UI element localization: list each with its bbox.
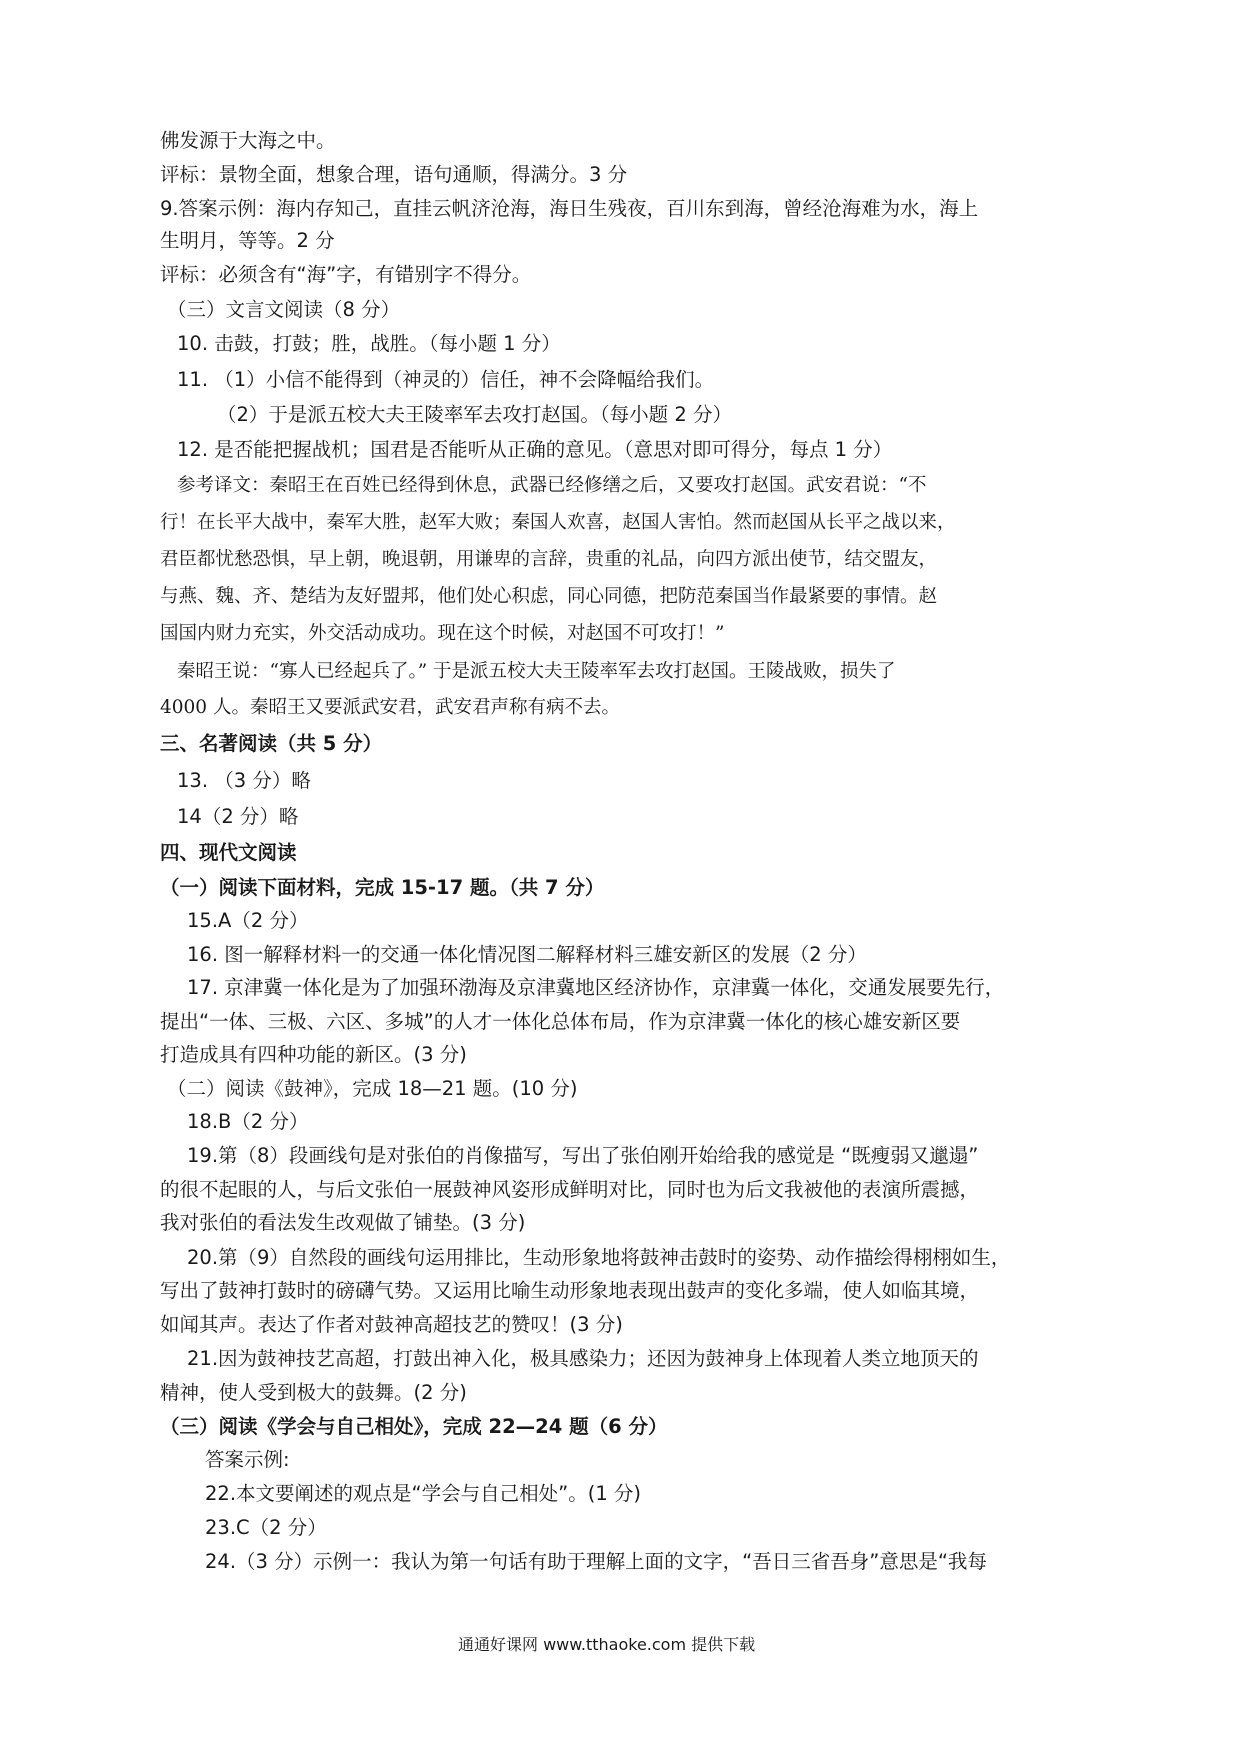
answer-line: 精神，使人受到极大的鼓舞。(2 分) [160,1381,467,1404]
subsection-heading: （一）阅读下面材料，完成 15-17 题。（共 7 分） [160,876,605,899]
answer-line: 答案示例: [205,1448,290,1471]
answer-line: 提出“一体、三极、六区、多城”的人才一体化总体布局，作为京津冀一体化的核心雄安新区要 [160,1010,961,1033]
answer-line: 21.因为鼓神技艺高超，打鼓出神入化，极具感染力；还因为鼓神身上体现着人类立地顶天的 [187,1347,979,1370]
answer-line: 写出了鼓神打鼓时的磅礴气势。又运用比喻生动形象地表现出鼓声的变化多端，使人如临其境， [160,1279,980,1302]
text-line: 9.答案示例：海内存知己，直挂云帆济沧海，海日生残夜，百川东到海，曾经沧海难为水，海上 [160,197,979,220]
section-heading: 四、现代文阅读 [160,841,297,864]
section-heading: 三、名著阅读（共 5 分） [160,732,383,755]
answer-line: 的很不起眼的人，与后文张伯一展鼓神风姿形成鲜明对比，同时也为后文我被他的表演所震撼， [160,1178,980,1201]
answer-line: 18.B（2 分） [187,1110,309,1133]
answer-line: 24.（3 分）示例一：我认为第一句话有助于理解上面的文字，“吾日三省吾身”意思是“我每 [205,1550,987,1573]
translation-line: 与燕、魏、齐、楚结为友好盟邦，他们处心积虑，同心同德，把防范秦国当作最紧要的事情。赵 [160,586,938,607]
subsection-heading: （三）阅读《学会与自己相处》，完成 22—24 题（6 分） [160,1415,668,1438]
section-heading: （三）文言文阅读（8 分） [167,298,401,321]
translation-line: 参考译文：秦昭王在百姓已经得到休息，武器已经修缮之后，又要攻打赵国。武安君说：“不 [177,475,927,496]
answer-line: 我对张伯的看法发生改观做了铺垫。(3 分) [160,1211,526,1234]
text-line: 佛发源于大海之中。 [160,129,336,152]
answer-line: 15.A（2 分） [187,909,309,932]
answer-line: 16. 图一解释材料一的交通一体化情况图二解释材料三雄安新区的发展（2 分） [187,943,867,966]
answer-line: 10. 击鼓，打鼓；胜，战胜。（每小题 1 分） [177,332,561,355]
answer-line: 14（2 分）略 [177,805,299,828]
answer-line: 20.第（9）自然段的画线句运用排比，生动形象地将鼓神击鼓时的姿势、动作描绘得栩栩如生， [187,1246,1011,1269]
page-footer: 通通好课网 www.tthaoke.com 提供下载 [458,1635,756,1654]
answer-line: 打造成具有四种功能的新区。(3 分) [160,1043,467,1066]
translation-line: 行！在长平大战中，秦军大胜，赵军大败；秦国人欢喜，赵国人害怕。然而赵国从长平之战以来， [160,512,956,533]
translation-line: 秦昭王说：“寡人已经起兵了。” 于是派五校大夫王陵率军去攻打赵国。王陵战败，损失了 [177,661,896,682]
answer-line: 13. （3 分）略 [177,769,311,792]
answer-line: 17. 京津冀一体化是为了加强环渤海及京津冀地区经济协作，京津冀一体化，交通发展要先行， [187,976,1005,999]
text-line: 评标：必须含有“海”字，有错别字不得分。 [160,263,532,286]
answer-line: 11. （1）小信不能得到（神灵的）信任，神不会降幅给我们。 [177,368,715,391]
answer-line: 22.本文要阐述的观点是“学会与自己相处”。(1 分) [205,1482,642,1505]
answer-line: （2）于是派五校大夫王陵率军去攻打赵国。（每小题 2 分） [217,403,732,426]
subsection-heading: （二）阅读《鼓神》，完成 18—21 题。(10 分) [167,1077,578,1100]
answer-line: 23.C（2 分） [205,1516,327,1539]
translation-line: 君臣都忧愁恐惧，早上朝，晚退朝，用谦卑的言辞，贵重的礼品，向四方派出使节，结交盟友， [160,549,938,570]
text-line: 生明月，等等。2 分 [160,229,335,252]
translation-line: 4000 人。秦昭王又要派武安君，武安君声称有病不去。 [160,697,620,718]
answer-line: 19.第（8）段画线句是对张伯的肖像描写，写出了张伯刚开始给我的感觉是 “既瘦弱又邋遢” [187,1144,979,1167]
answer-line: 12. 是否能把握战机；国君是否能听从正确的意见。（意思对即可得分，每点 1 分） [177,438,893,461]
answer-line: 如闻其声。表达了作者对鼓神高超技艺的赞叹！(3 分) [160,1313,623,1336]
translation-line: 国国内财力充实，外交活动成功。现在这个时候，对赵国不可攻打！” [160,623,725,644]
text-line: 评标：景物全面，想象合理，语句通顺，得满分。3 分 [160,163,628,186]
